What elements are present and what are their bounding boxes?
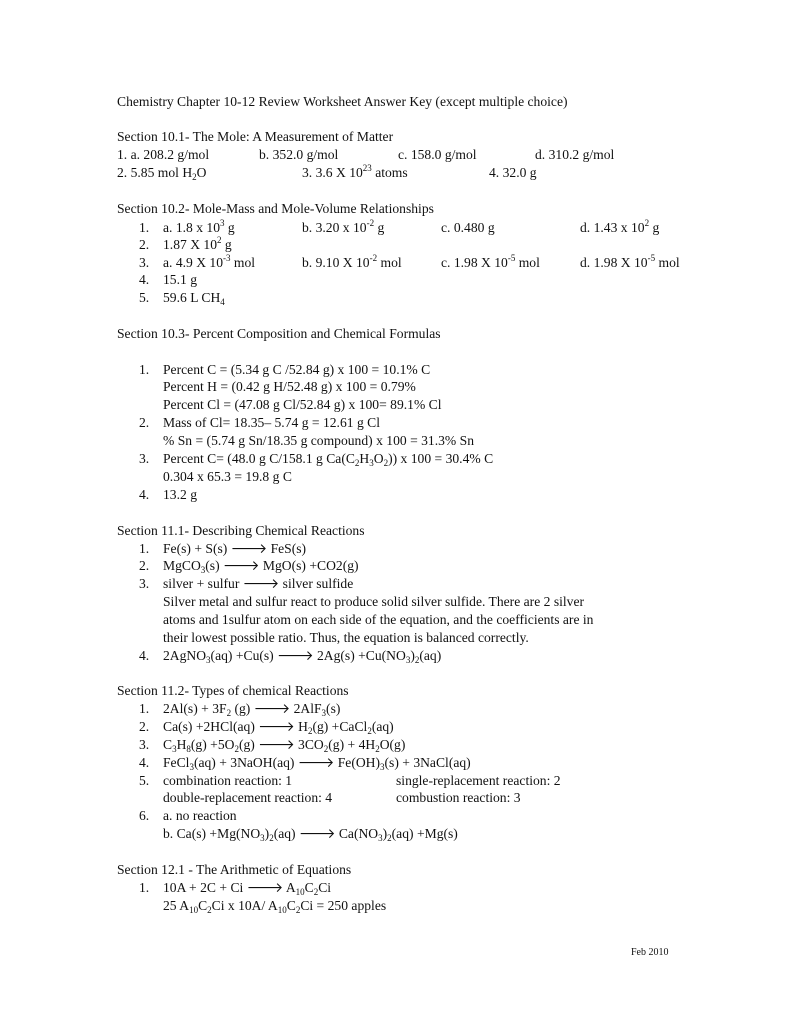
list-number: 2. [139, 237, 150, 252]
list-number: 1. [139, 220, 150, 235]
section-11-2-heading: Section 11.2- Types of chemical Reactions [117, 683, 349, 698]
arrow-icon: 🡒 [230, 541, 268, 556]
mass-c-line: 0.304 x 65.3 = 19.8 g C [163, 469, 292, 484]
section-10-3-heading: Section 10.3- Percent Composition and Chemical Formulas [117, 326, 441, 341]
answer-10-2-2: 1.87 X $10^2$ g [163, 235, 232, 252]
list-number: 2. [139, 719, 150, 734]
arrow-icon: 🡒 [223, 558, 260, 573]
section-11-1-heading: Section 11.1- Describing Chemical Reactions [117, 523, 365, 538]
answer-1b: b. 352.0 g/mol [259, 147, 339, 162]
answer-10-2-5: 59.6 L $CH_4$ [163, 290, 225, 307]
section-10-1-heading: Section 10.1- The Mole: A Measurement of Matter [117, 129, 394, 144]
arrow-icon: 🡒 [258, 719, 295, 734]
footer-date: Feb 2010 [631, 947, 669, 958]
answer-4: 4. 32.0 g [489, 165, 537, 180]
list-number: 1. [139, 880, 150, 895]
list-number: 4. [139, 272, 150, 287]
explanation-line: their lowest possible ratio. Thus, the equation is balanced correctly. [163, 630, 529, 645]
answer-3: 3. 3.6 X $10^{23}$ atoms [302, 163, 408, 180]
equation-fecl3: FeCl$_3$(aq) + 3NaOH(aq) 🡒 $Fe(OH)_3(s)$ + 3NaCl(aq) [163, 755, 471, 772]
answer-10-2-3c: c. 1.98 X $10^{-5}$ mol [441, 253, 540, 270]
reaction-type-double-replacement: double-replacement reaction: 4 [163, 790, 333, 805]
answer-1c: c. 158.0 g/mol [398, 147, 477, 162]
equation-agno3: 2AgNO$_3$(aq) +Cu(s) 🡒 $2Ag(s) +Cu(NO_3)_2(aq)$ [163, 648, 442, 665]
reaction-type-single-replacement: single-replacement reaction: 2 [396, 773, 561, 788]
list-number: 4. [139, 487, 150, 502]
apples-calculation: 25 $A_{10}C_2Ci$ x 10A/ $A_{10}C_2Ci = 250$ apples [163, 898, 387, 915]
answer-2: 2. 5.85 mol $H_2O$ [117, 165, 207, 182]
equation-al-f2: $2Al(s) + 3F_2$ (g) 🡒 2AlF$_3$(s) [163, 701, 341, 718]
arrow-icon: 🡒 [298, 826, 336, 841]
explanation-line: atoms and 1sulfur atom on each side of the equation, and the coefficients are in [163, 612, 594, 627]
arrow-icon: 🡒 [277, 648, 314, 663]
list-number: 1. [139, 541, 150, 556]
equation-apples: 10A + 2C + Ci 🡒 $A_{10}C_2Ci$ [163, 880, 332, 897]
arrow-icon: 🡒 [246, 880, 284, 895]
list-number: 1. [139, 362, 150, 377]
answer-10-3-4: 13.2 g [163, 487, 197, 502]
reaction-type-combination: combination reaction: 1 [163, 773, 293, 788]
percent-sn-line: % Sn = (5.74 g Sn/18.35 g compound) x 100 = 31.3% Sn [163, 433, 474, 448]
arrow-icon: 🡒 [242, 576, 280, 591]
list-number: 6. [139, 808, 150, 823]
equation-ca-mgno3: b. $Ca(s) +Mg(NO_3)_2(aq)$ 🡒 $Ca(NO_3)_2(aq) +Mg(s)$ [163, 826, 458, 843]
equation-ca-hcl: Ca(s) +2HCl(aq) 🡒 $H_2(g)$ +CaCl$_2$(aq) [163, 719, 394, 736]
answer-10-2-3b: b. 9.10 X $10^{-2}$ mol [302, 253, 402, 270]
list-number: 3. [139, 576, 150, 591]
list-number: 1. [139, 701, 150, 716]
answer-10-2-1c: c. 0.480 g [441, 220, 495, 235]
equation-fe-s: Fe(s) + S(s) 🡒 FeS(s) [163, 541, 307, 556]
equation-propane: $C_3H_8(g) +5O_2(g)$ 🡒 $3CO_2(g) + 4H_2O(g)$ [163, 737, 406, 754]
list-number: 3. [139, 451, 150, 466]
percent-c-acetate-line: Percent C= (48.0 g C/158.1 g $Ca(C_2H_3O_2)$) x 100 = 30.4% C [163, 451, 494, 468]
answer-10-2-1d: d. 1.43 x $10^2$ g [580, 218, 660, 235]
answer-10-2-3d: d. 1.98 X $10^{-5}$ mol [580, 253, 680, 270]
equation-silver-sulfur: silver + sulfur 🡒 silver sulfide [163, 576, 354, 591]
answer-1a: 1. a. 208.2 g/mol [117, 147, 210, 162]
list-number: 2. [139, 415, 150, 430]
answer-10-2-1b: b. 3.20 x $10^{-2}$ g [302, 218, 385, 235]
answer-1d: d. 310.2 g/mol [535, 147, 615, 162]
list-number: 4. [139, 755, 150, 770]
answer-11-2-6a: a. no reaction [163, 808, 237, 823]
answer-10-2-1a: a. 1.8 x $10^3$ g [163, 218, 235, 235]
explanation-line: Silver metal and sulfur react to produce solid silver sulfide. There are 2 silver [163, 594, 585, 609]
percent-h-line: Percent H = (0.42 g H/52.48 g) x 100 = 0.79% [163, 379, 416, 394]
percent-cl-line: Percent Cl = (47.08 g Cl/52.84 g) x 100= 89.1% Cl [163, 397, 442, 412]
arrow-icon: 🡒 [297, 755, 335, 770]
answer-10-2-4: 15.1 g [163, 272, 197, 287]
section-10-2-heading: Section 10.2- Mole-Mass and Mole-Volume Relationships [117, 201, 434, 216]
list-number: 5. [139, 773, 150, 788]
list-number: 5. [139, 290, 150, 305]
list-number: 3. [139, 737, 150, 752]
reaction-type-combustion: combustion reaction: 3 [396, 790, 521, 805]
arrow-icon: 🡒 [258, 737, 295, 752]
page-title: Chemistry Chapter 10-12 Review Worksheet Answer Key (except multiple choice) [117, 94, 568, 109]
answer-10-2-3a: a. 4.9 X $10^{-3}$ mol [163, 253, 256, 270]
list-number: 3. [139, 255, 150, 270]
percent-c-line: Percent C = (5.34 g C /52.84 g) x 100 = 10.1% C [163, 362, 431, 377]
list-number: 4. [139, 648, 150, 663]
equation-mgco3: MgCO$_3$(s) 🡒 MgO(s) +CO2(g) [163, 558, 359, 575]
mass-cl-line: Mass of Cl= 18.35– 5.74 g = 12.61 g Cl [163, 415, 380, 430]
list-number: 2. [139, 558, 150, 573]
arrow-icon: 🡒 [253, 701, 291, 716]
section-12-1-heading: Section 12.1 - The Arithmetic of Equations [117, 862, 352, 877]
